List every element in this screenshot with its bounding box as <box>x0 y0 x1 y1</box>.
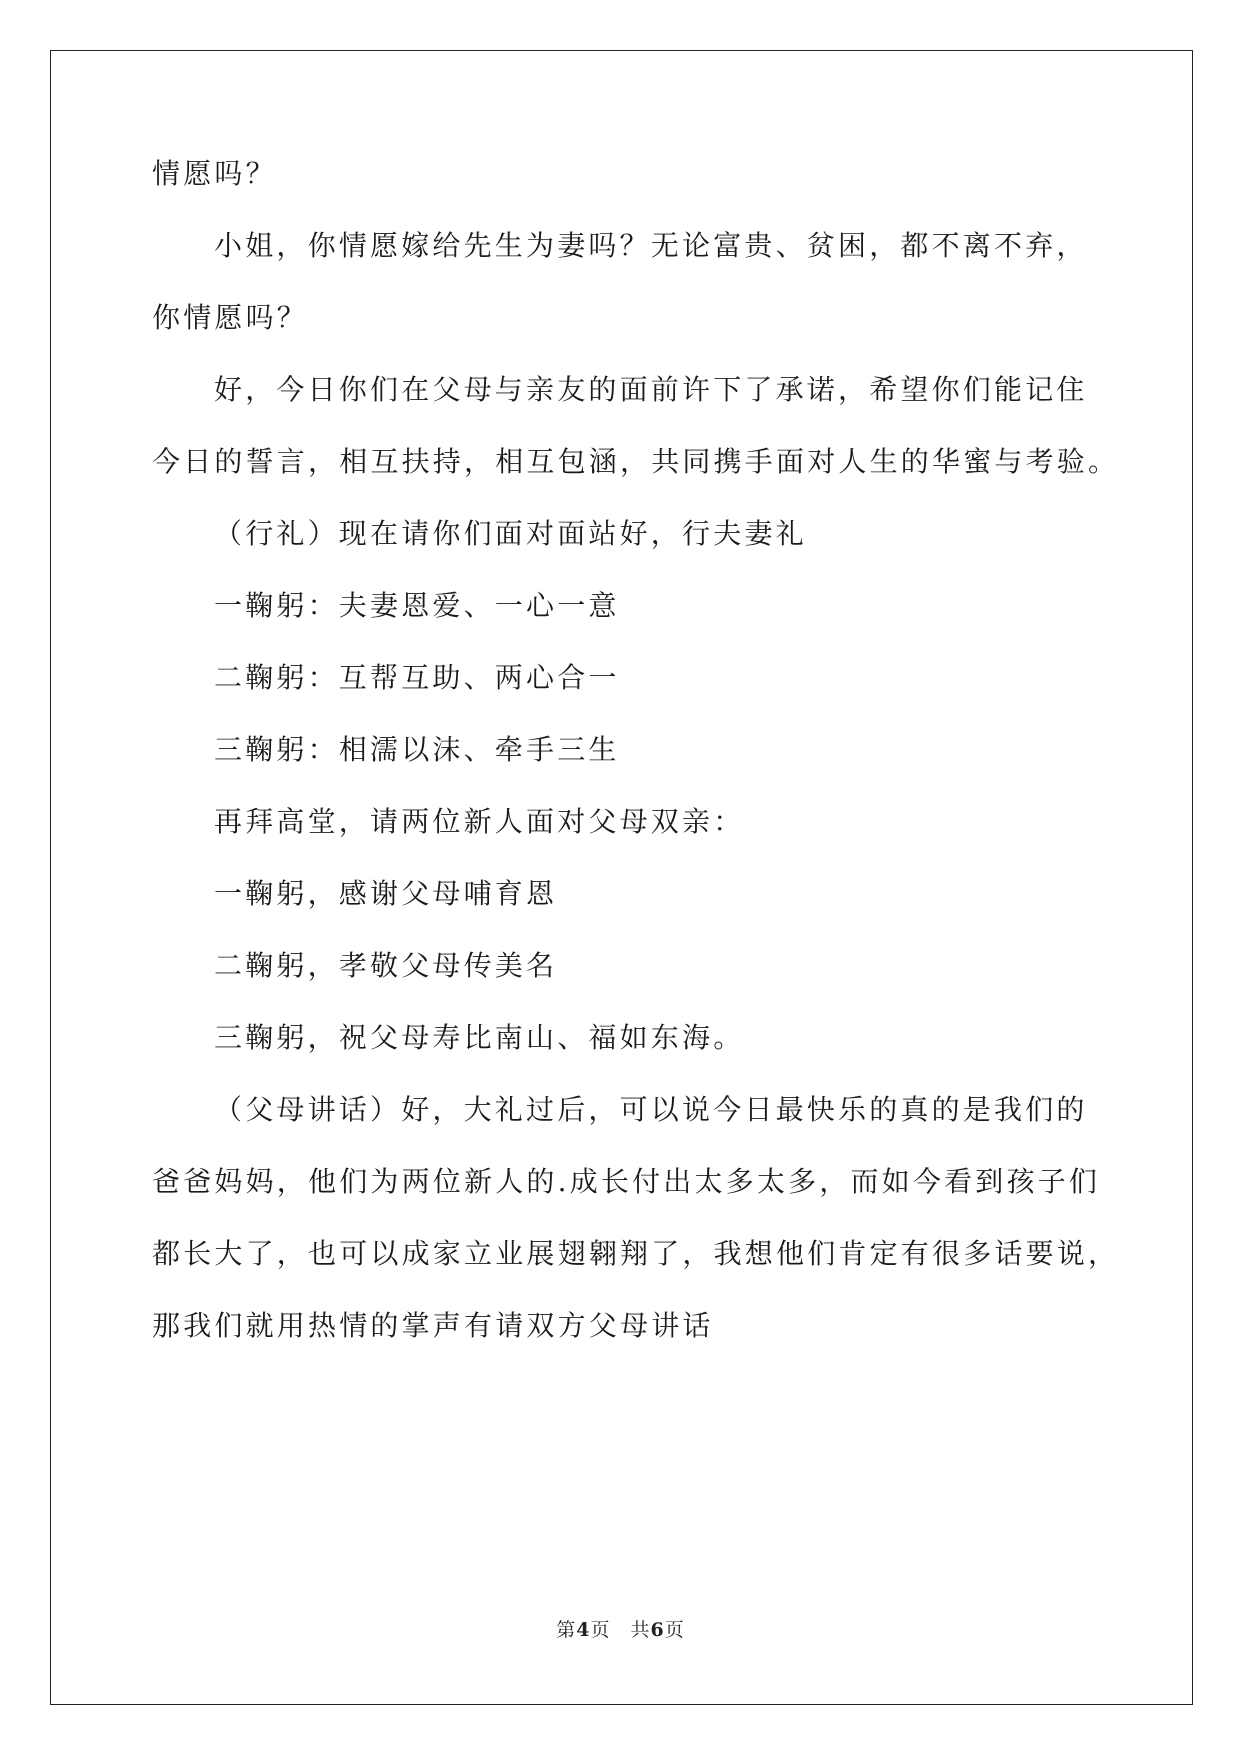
text-line: 情愿吗？ <box>152 157 277 190</box>
total-prefix: 共 <box>630 1619 651 1641</box>
text-line: 小姐，你情愿嫁给先生为妻吗？无论富贵、贫困，都不离不弃， <box>214 229 1088 262</box>
text-line: 再拜高堂，请两位新人面对父母双亲： <box>214 805 745 838</box>
text-line: 一鞠躬：夫妻恩爱、一心一意 <box>214 589 620 622</box>
text-line: 三鞠躬，祝父母寿比南山、福如东海。 <box>214 1021 745 1054</box>
text-line: （父母讲话）好，大礼过后，可以说今日最快乐的真的是我们的 <box>214 1093 1088 1126</box>
text-line: （行礼）现在请你们面对面站好，行夫妻礼 <box>214 517 807 550</box>
page-prefix: 第 <box>556 1619 577 1641</box>
text-line: 你情愿吗？ <box>152 301 309 334</box>
text-line: 二鞠躬，孝敬父母传美名 <box>214 949 558 982</box>
text-line: 三鞠躬：相濡以沫、牵手三生 <box>214 733 620 766</box>
text-line: 一鞠躬，感谢父母哺育恩 <box>214 877 558 910</box>
text-line: 今日的誓言，相互扶持，相互包涵，共同携手面对人生的华蜜与考验。 <box>152 445 1120 478</box>
text-line: 二鞠躬：互帮互助、两心合一 <box>214 661 620 694</box>
page-number: 4 <box>576 1619 591 1641</box>
text-line: 都长大了，也可以成家立业展翅翱翔了，我想他们肯定有很多话要说， <box>152 1237 1120 1270</box>
text-line: 那我们就用热情的掌声有请双方父母讲话 <box>152 1309 714 1342</box>
text-line: 爸爸妈妈，他们为两位新人的.成长付出太多太多，而如今看到孩子们 <box>152 1165 1101 1198</box>
total-suffix: 页 <box>664 1619 685 1641</box>
text-line: 好，今日你们在父母与亲友的面前许下了承诺，希望你们能记住 <box>214 373 1088 406</box>
total-pages: 6 <box>650 1619 665 1641</box>
page-suffix: 页 <box>590 1619 611 1641</box>
page-footer <box>0 1615 1241 1642</box>
